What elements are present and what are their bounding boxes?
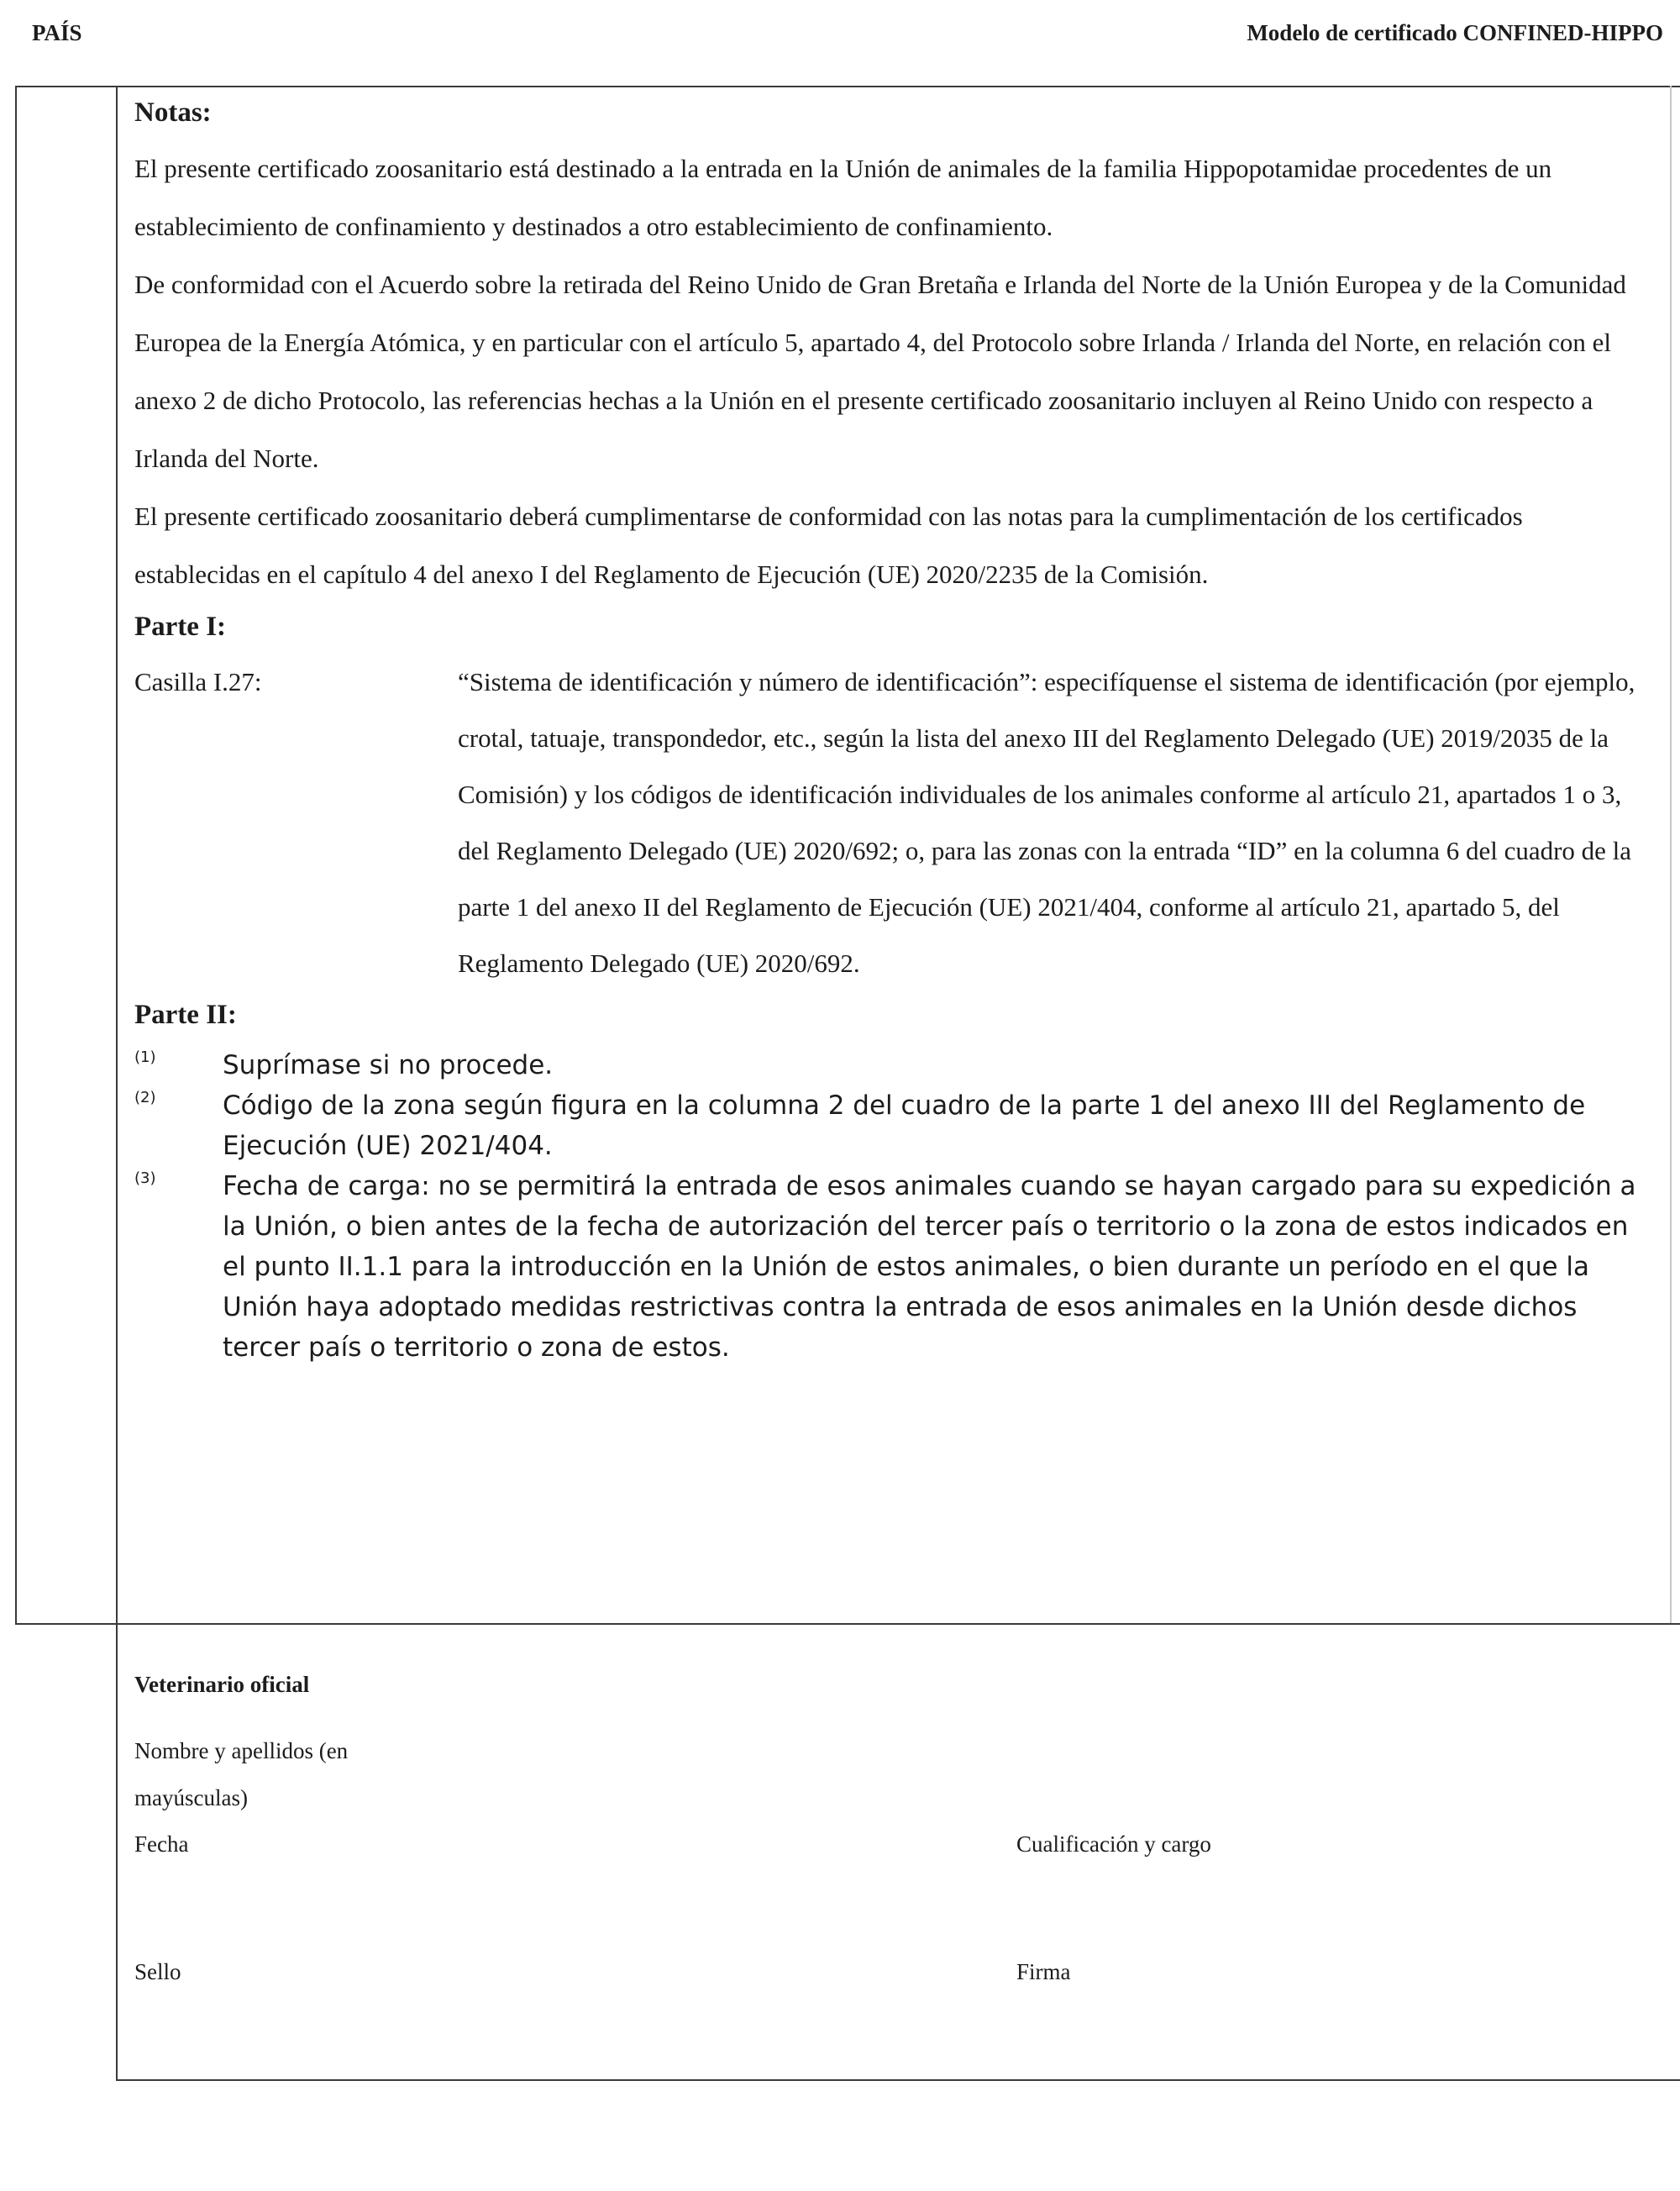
footnote-number: (3) (134, 1169, 156, 1187)
notas-paragraph-2: De conformidad con el Acuerdo sobre la retirada del Reino Unido de Gran Bretaña e Irlanda del Norte de la Unión Europea y de la Comunidad Europea de la Energía Atómica, y en particular con el artículo 5, apartado 4, del Protocolo sobre Irlanda / Irlanda del Norte, en relación con el anexo 2 de dicho Protocolo, las referencias hechas a la Unión en el presente certificado zoosanitario incluyen al Reino Unido con respecto a Irlanda del Norte. (134, 270, 1626, 473)
frame-bottom-line (116, 2079, 1680, 2081)
frame-right-line (1670, 86, 1672, 1625)
veterinarian-title: Veterinario oficial (134, 1672, 310, 1697)
stamp-label: Sello (134, 1959, 181, 1984)
notas-paragraph-1: El presente certificado zoosanitario está destinado a la entrada en la Unión de animales de la familia Hippopotamidae procedentes de un establecimiento de confinamiento y destinados a otro establecimiento de confinamiento. (134, 154, 1552, 241)
footnote-number: (1) (134, 1048, 156, 1066)
footnote-item (134, 1166, 1655, 1368)
header-model: Modelo de certificado CONFINED-HIPPO (1247, 20, 1663, 45)
frame-left-line (15, 86, 17, 1625)
header-country: PAÍS (32, 20, 82, 45)
footnote-item (134, 1085, 1655, 1166)
footnote-number: (2) (134, 1089, 156, 1106)
parte2-notes (134, 1045, 1655, 1368)
signature-label: Firma (1016, 1959, 1071, 1984)
notes-section (134, 94, 1655, 1368)
qualification-label: Cualificación y cargo (1016, 1831, 1211, 1857)
footnote-item (134, 1045, 1655, 1085)
footnote-text: Código de la zona según figura en la columna 2 del cuadro de la parte 1 del anexo III del Reglamento de Ejecución (UE) 2021/404. (223, 1090, 1586, 1161)
casilla-text: “Sistema de identificación y número de identificación”: especifíquense el sistema de identificación (por ejemplo, crotal, tatuaje, transpondedor, etc., según la lista del anexo III del Reglamento Delegado (UE) 2019/2035 de la Comisión) y los códigos de identificación individuales de los animales conforme al artículo 21, apartados 1 o 3, del Reglamento Delegado (UE) 2020/692; o, para las zonas con la entrada “ID” en la columna 6 del cuadro de la parte 1 del anexo II del Reglamento de Ejecución (UE) 2021/404, conforme al artículo 21, apartado 5, del Reglamento Delegado (UE) 2020/692. (458, 667, 1635, 978)
frame-top-line (15, 86, 1680, 87)
footnote-text: Suprímase si no procede. (223, 1050, 554, 1080)
notas-paragraph-3: El presente certificado zoosanitario deberá cumplimentarse de conformidad con las notas para la cumplimentación de los certificados establecidas en el capítulo 4 del anexo I del Reglamento de Ejecución (UE) 2020/2235 de la Comisión. (134, 502, 1523, 589)
parte1-heading: Parte I: (134, 612, 227, 642)
footnote-text: Fecha de carga: no se permitirá la entrada de esos animales cuando se hayan cargado para su expedición a la Unión, o bien antes de la fecha de autorización del tercer país o territorio o la zona de estos indicados en el punto II.1.1 para la introducción en la Unión de estos animales, o bien durante un período en el que la Unión haya adoptado medidas restrictivas contra la entrada de esos animales en la Unión desde dichos tercer país o territorio o zona de estos. (223, 1171, 1636, 1363)
frame-middle-line (15, 1623, 1680, 1625)
casilla-label: Casilla I.27: (134, 667, 262, 696)
parte2-heading: Parte II: (134, 1000, 237, 1030)
notas-heading: Notas: (134, 97, 212, 128)
name-label: Nombre y apellidos (en mayúsculas) (134, 1738, 349, 1810)
frame-inner-line (116, 86, 118, 2081)
casilla-row (134, 654, 1655, 991)
date-label: Fecha (134, 1831, 189, 1857)
